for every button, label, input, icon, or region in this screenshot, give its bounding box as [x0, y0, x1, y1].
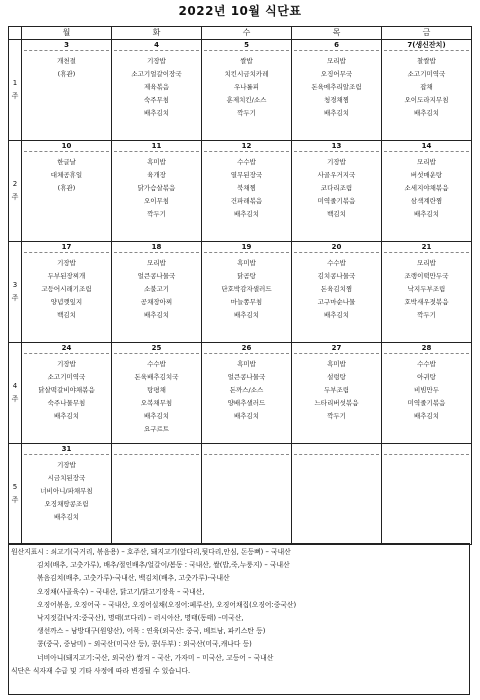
menu-item: 배추김치	[413, 109, 440, 117]
day-cell	[112, 40, 202, 141]
menu-items	[292, 152, 381, 221]
menu-item: 조랭이떡만두국	[404, 272, 449, 280]
menu-item: 깍두기	[327, 412, 346, 420]
week-label-text: 주	[11, 496, 19, 504]
day-date: 14	[384, 141, 469, 152]
header-wednesday: 수	[202, 27, 292, 40]
menu-item: 찰쌀밥	[417, 57, 436, 65]
day-cell	[22, 444, 112, 545]
day-cell	[382, 40, 472, 141]
menu-item: 흑미밥	[147, 158, 166, 166]
day-cell	[202, 40, 292, 141]
day-cell	[112, 343, 202, 444]
menu-items	[202, 354, 291, 423]
note-line: 생선까스 – 남방대구(원양산), 어묵 : 연육(외국산: 중국, 베트남, 파키스탄 등)	[37, 627, 266, 636]
menu-item: 수수밥	[417, 360, 436, 368]
menu-item: 배추김치	[233, 412, 260, 420]
menu-item: 코다리조림	[320, 184, 353, 192]
day-date: 21	[384, 242, 469, 253]
menu-item: 개천절	[57, 57, 76, 65]
menu-item: 삼색계란찜	[410, 197, 443, 205]
page-title: 2022년 10월 식단표	[178, 4, 302, 18]
menu-item: (휴관)	[57, 184, 76, 192]
week-label	[9, 141, 22, 242]
menu-item: 배추김치	[233, 210, 260, 218]
week-label-text: 주	[11, 92, 19, 100]
menu-item: 단호박감자샐러드	[221, 285, 272, 293]
menu-item: 잡채	[420, 83, 433, 91]
header-tuesday: 화	[112, 27, 202, 40]
day-cell	[382, 444, 472, 545]
week-row	[9, 141, 472, 242]
menu-item: (휴관)	[57, 70, 76, 78]
menu-item: 오복채무침	[140, 399, 173, 407]
menu-item: 수수밥	[327, 259, 346, 267]
day-cell	[22, 40, 112, 141]
origin-notes	[8, 543, 470, 695]
day-date: 4	[114, 40, 199, 51]
day-date: 20	[294, 242, 379, 253]
menu-item: 버섯매운탕	[410, 171, 443, 179]
week-label	[9, 40, 22, 141]
menu-item: 모리밥	[327, 57, 346, 65]
day-cell	[202, 444, 292, 545]
menu-item: 흑미밥	[237, 360, 256, 368]
day-date: 31	[24, 444, 109, 455]
menu-item: 두부된장찌개	[47, 272, 86, 280]
menu-item: 요구르트	[143, 425, 170, 433]
menu-items	[382, 253, 471, 322]
menu-item: 소불고기	[143, 285, 170, 293]
day-cell	[292, 444, 382, 545]
menu-items	[382, 51, 471, 120]
menu-item: 한글날	[57, 158, 76, 166]
day-date: 6	[294, 40, 379, 51]
menu-item: 소고기얼갈이장국	[131, 70, 182, 78]
day-date: 24	[24, 343, 109, 354]
menu-item: 오징어무국	[320, 70, 353, 78]
menu-item: 북채찜	[237, 184, 256, 192]
day-cell	[292, 242, 382, 343]
menu-item: 흑미밥	[237, 259, 256, 267]
day-date	[294, 444, 379, 455]
week-label	[9, 242, 22, 343]
menu-item: 돈육김치찜	[320, 285, 353, 293]
menu-item: 기장밥	[57, 360, 76, 368]
menu-item: 수수밥	[237, 158, 256, 166]
menu-item: 배추김치	[413, 210, 440, 218]
day-date: 17	[24, 242, 109, 253]
menu-item: 두부조림	[323, 386, 350, 394]
menu-items	[22, 253, 111, 322]
header-friday: 금	[382, 27, 472, 40]
menu-item: 모리밥	[147, 259, 166, 267]
menu-item: 배추김치	[143, 412, 170, 420]
menu-item: 비빔만두	[413, 386, 440, 394]
day-date: 13	[294, 141, 379, 152]
menu-item: 오징채땅콩조림	[44, 500, 89, 508]
day-cell	[202, 141, 292, 242]
menu-item: 닭살떡갈비야채볶음	[38, 386, 95, 394]
menu-items	[112, 455, 201, 459]
menu-item: 배추김치	[233, 311, 260, 319]
menu-item: 쌀밥	[240, 57, 253, 65]
header-thursday: 목	[292, 27, 382, 40]
menu-items	[382, 354, 471, 423]
menu-item: 대체공휴일	[50, 171, 83, 179]
menu-item: 기장밥	[147, 57, 166, 65]
menu-items	[202, 253, 291, 322]
week-label-text: 주	[11, 294, 19, 302]
menu-item: 기장밥	[327, 158, 346, 166]
note-line: 식단은 식자재 수급 및 기타 사정에 따라 변경될 수 있습니다.	[11, 666, 191, 675]
menu-item: 너비아니/파채무침	[40, 487, 93, 495]
day-date	[204, 444, 289, 455]
menu-items	[22, 455, 111, 524]
menu-item: 우나롤피	[233, 83, 260, 91]
menu-table	[8, 26, 472, 545]
header-monday: 월	[22, 27, 112, 40]
header-row	[9, 27, 472, 40]
menu-items	[112, 51, 201, 120]
menu-item: 모리밥	[417, 259, 436, 267]
day-cell	[382, 141, 472, 242]
header-corner	[9, 27, 22, 40]
day-cell	[22, 141, 112, 242]
menu-item: 아귀탕	[417, 373, 436, 381]
week-label-text: 2	[12, 180, 18, 188]
menu-item: 고등어시래기조림	[41, 285, 92, 293]
menu-item: 호박새우젓볶음	[404, 298, 449, 306]
day-cell	[112, 242, 202, 343]
menu-item: 모리밥	[417, 158, 436, 166]
menu-item: 마늘쫑무침	[230, 298, 263, 306]
menu-items	[292, 253, 381, 322]
day-cell	[202, 242, 292, 343]
day-date: 5	[204, 40, 289, 51]
day-cell	[112, 444, 202, 545]
week-label-text: 주	[11, 193, 19, 201]
menu-item: 낙지두부조림	[407, 285, 446, 293]
menu-item: 수수밥	[147, 360, 166, 368]
menu-item: 배추김치	[323, 311, 350, 319]
menu-item: 소고기미역국	[407, 70, 446, 78]
menu-item: 미역줄기볶음	[317, 197, 356, 205]
day-date: 19	[204, 242, 289, 253]
menu-item: 얼큰콩나물국	[227, 373, 266, 381]
day-date: 11	[114, 141, 199, 152]
week-label-text: 3	[12, 281, 18, 289]
menu-items	[202, 152, 291, 221]
menu-items	[382, 152, 471, 221]
day-cell	[292, 141, 382, 242]
menu-item: 배추김치	[323, 109, 350, 117]
day-date: 27	[294, 343, 379, 354]
menu-item: 훈제치킨/소스	[226, 96, 267, 104]
week-row	[9, 343, 472, 444]
menu-item: 고구마순나물	[317, 298, 356, 306]
note-line: 콩(중국, 중남미) – 외국산(미국산 등), 콩(두부) : 외국산(미국,캐나다 등)	[37, 640, 252, 649]
menu-item: 사골우거지국	[317, 171, 356, 179]
menu-item: 깍두기	[237, 109, 256, 117]
menu-item: 시금치된장국	[47, 474, 86, 482]
day-date: 18	[114, 242, 199, 253]
note-line: 낙지젓갈(낙지:중국산), 명태(코다리) – 러시아산, 명태(동태) –미국산,	[37, 614, 244, 623]
menu-item: 김치콩나물국	[317, 272, 356, 280]
day-date: 3	[24, 40, 109, 51]
menu-item: 얼큰콩나물국	[137, 272, 176, 280]
menu-item: 오이도라지무침	[404, 96, 449, 104]
menu-item: 미역줄기볶음	[407, 399, 446, 407]
menu-item: 기장밥	[57, 259, 76, 267]
note-line: 볶음김치(배추, 고춧가루)-국내산, 백김치(배추, 고춧가루)-국내산	[37, 574, 230, 583]
week-label-text: 5	[12, 483, 18, 491]
day-cell	[202, 343, 292, 444]
note-line: 오징채(사골육수) – 국내산, 닭고기/닭고기장육 – 국내산,	[37, 587, 205, 596]
menu-item: 배추김치	[53, 513, 80, 521]
day-cell	[382, 242, 472, 343]
note-line: 너비아니(돼지고기:국산, 외국산) 쌀겨 – 국산, 가자미 – 미국산, 고등어 – 국내산	[37, 653, 274, 662]
week-label-text: 주	[11, 395, 19, 403]
menu-items	[22, 354, 111, 423]
menu-item: 느타리버섯볶음	[314, 399, 359, 407]
menu-items	[112, 354, 201, 436]
menu-item: 흑미밥	[327, 360, 346, 368]
menu-item: 숙주무침	[143, 96, 170, 104]
day-date: 25	[114, 343, 199, 354]
note-line: 김치(배추, 고춧가루), 배추/절인배추/얼갈이/봄동 : 국내산, 쌀(밥,죽,누룽지) – 국내산	[37, 561, 290, 570]
menu-item: 숙주나물무침	[47, 399, 86, 407]
day-cell	[382, 343, 472, 444]
menu-item: 건파래볶음	[230, 197, 263, 205]
menu-item: 깍두기	[147, 210, 166, 218]
menu-items	[292, 51, 381, 120]
day-cell	[292, 40, 382, 141]
menu-item: 돈까스/소스	[229, 386, 264, 394]
menu-item: 배추김치	[413, 412, 440, 420]
day-date	[114, 444, 199, 455]
menu-item: 탕평채	[147, 386, 166, 394]
menu-item: 깍두기	[417, 311, 436, 319]
menu-items	[292, 455, 381, 459]
menu-item: 백김치	[327, 210, 346, 218]
menu-items	[112, 152, 201, 221]
menu-items	[382, 455, 471, 459]
menu-item: 배추김치	[53, 412, 80, 420]
menu-items	[22, 51, 111, 81]
menu-items	[22, 152, 111, 195]
menu-item: 설렁탕	[327, 373, 346, 381]
day-date: 10	[24, 141, 109, 152]
day-date: 26	[204, 343, 289, 354]
menu-item: 육개장	[147, 171, 166, 179]
week-row	[9, 242, 472, 343]
note-line: 오징어볶음, 오징어국 – 국내산, 오징어실채(오징어:페루산), 오징어채집(오징어:중국산)	[37, 600, 297, 609]
menu-items	[202, 51, 291, 120]
menu-items	[292, 354, 381, 423]
menu-item: 돈육메추리알조림	[311, 83, 362, 91]
menu-item: 치킨시금치카레	[224, 70, 269, 78]
day-date: 12	[204, 141, 289, 152]
menu-item: 양배추샐러드	[227, 399, 266, 407]
menu-item: 열무된장국	[230, 171, 263, 179]
day-cell	[22, 343, 112, 444]
menu-item: 닭곰탕	[237, 272, 256, 280]
menu-item: 청경채찜	[323, 96, 350, 104]
menu-items	[112, 253, 201, 322]
menu-item: 소세지야채볶음	[404, 184, 449, 192]
day-date: 28	[384, 343, 469, 354]
menu-item: 소고기미역국	[47, 373, 86, 381]
menu-item: 백김치	[57, 311, 76, 319]
week-label	[9, 343, 22, 444]
menu-items	[202, 455, 291, 459]
week-label-text: 1	[12, 79, 18, 87]
week-label-text: 4	[12, 382, 18, 390]
week-label	[9, 444, 22, 545]
day-date	[384, 444, 469, 455]
day-cell	[22, 242, 112, 343]
menu-item: 닭가슴살볶음	[137, 184, 176, 192]
menu-item: 배추김치	[143, 109, 170, 117]
menu-item: 양념깻잎지	[50, 298, 83, 306]
day-cell	[112, 141, 202, 242]
week-row	[9, 444, 472, 545]
day-date: 7(생신잔치)	[384, 40, 469, 51]
note-line: 원산지표시 : 쇠고기(국거리, 볶음용) – 호주산, 돼지고기(앞다리,뒷다리,안심, 돈등뼈) – 국내산	[11, 548, 291, 556]
week-row	[9, 40, 472, 141]
menu-item: 오이무침	[143, 197, 170, 205]
menu-item: 제육볶음	[143, 83, 170, 91]
menu-item: 배추김치	[143, 311, 170, 319]
menu-item: 공채장아찌	[140, 298, 173, 306]
menu-item: 돈육배추김치국	[134, 373, 179, 381]
day-cell	[292, 343, 382, 444]
menu-item: 기장밥	[57, 461, 76, 469]
